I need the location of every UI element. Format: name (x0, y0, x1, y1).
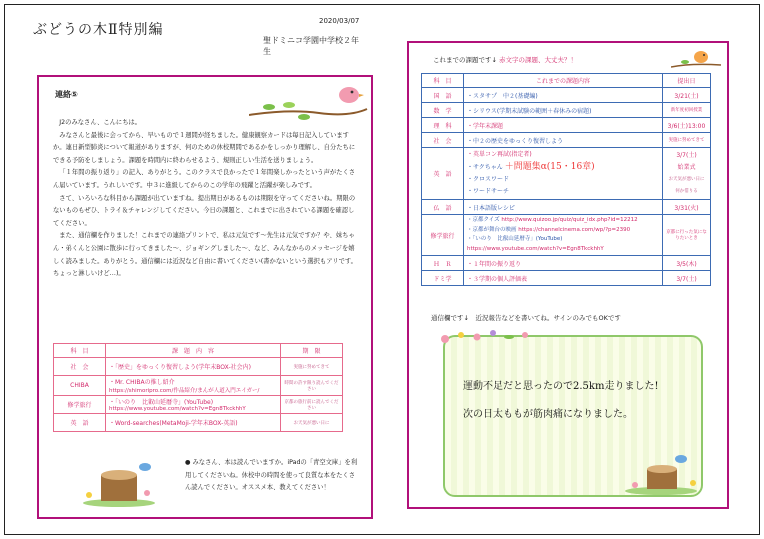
content-link[interactable]: https://channelcinema.com/wp/?p=2390 (518, 226, 631, 233)
notice-frame (37, 75, 373, 519)
content-link[interactable]: https://www.youtube.com/watch?v=Egn8TkckhhY (109, 406, 246, 412)
content-link[interactable]: https://www.youtube.com/watch?v=Egn8TkckhhY (467, 245, 604, 252)
due-item: 始業式 (677, 163, 696, 171)
content-cell (464, 148, 663, 200)
content-link[interactable]: https://shimoripro.com/作品紹介/まんが人道入門エイガー/ (109, 388, 260, 394)
table-row (422, 133, 711, 148)
content-link[interactable]: http://www.quizoo.jp/quiz/quiz_idx.php?id=12212 (501, 217, 638, 223)
due-cell (663, 148, 711, 200)
due-item: 何か借りる (675, 188, 698, 194)
content-cell: ・「歴史」をゆっくり復習しよう(学年末BOX-社会内) (106, 358, 281, 376)
table-row (54, 396, 343, 414)
previous-assignment-table (421, 73, 711, 286)
due-item: 3/7(土) (676, 151, 697, 159)
comment-label: 通信欄です↓ 近況報告などを書いてね。サインのみでもOKです (431, 314, 621, 322)
table-row (422, 88, 711, 103)
subject-cell: 修学旅行 (54, 396, 106, 414)
content-cell: ・シリウス(学期末試験の範囲＋春休みの宿題) (464, 103, 663, 118)
column-header: 課 題 内 容 (106, 344, 281, 358)
due-cell: 京都に行った気になりたいとき (663, 215, 711, 256)
school-label: 聖ドミニコ学園中学校２年生 (263, 36, 359, 56)
table-row (422, 271, 711, 286)
note-text: みなさん、本は読んでいますか。iPadの「青空文庫」を利用してくださいね。休校中の時間を使って良質な本をたくさん読んでください。オススメ本、教えてください！ (185, 459, 358, 492)
content-cell: ・スタサプ 中２(基礎編) (464, 88, 663, 103)
content-item: ・「いのり 比叡山延暦寺」(YouTube) (467, 236, 563, 242)
table-row (422, 148, 711, 200)
notice-body (53, 117, 359, 281)
handwritten-note: ＋問題集α(15・16章) (504, 162, 595, 172)
subject-cell: 修学旅行 (422, 215, 464, 256)
table-row (422, 215, 711, 256)
content-cell (106, 376, 281, 396)
due-item: お天気が悪い日に (668, 176, 705, 182)
stump-illustration (621, 449, 701, 495)
period-cell: 京都の旅行前に読んでください (281, 396, 343, 414)
paragraph: みなさんと最後に会ってから、早いもので１週間が経ちました。健康観察カードは毎日記入していますか。連日新型肺炎について報道がありますが、何のための休校期間であるかをしっかり理解し、自分たちにできる予防をしましょう。課題を時間内に終わらせるよう、規則正しい生活を送りましょう。 (53, 131, 356, 164)
assignment-intro (433, 55, 577, 64)
column-header: 科 目 (422, 74, 464, 88)
left-page (15, 13, 365, 528)
table-header-row (422, 74, 711, 88)
table-row (422, 118, 711, 133)
subject-cell: 社 会 (422, 133, 464, 148)
content-text: ・「いのり 比叡山延暦寺」(YouTube) (109, 399, 214, 406)
column-header: 期 限 (281, 344, 343, 358)
subject-cell: Ｈ Ｒ (422, 256, 464, 271)
column-header: これまでの課題内容 (464, 74, 663, 88)
paragraph: また、通信欄を作りました！これまでの連絡プリントで、私は元気です～先生は元気ですか？や、妹ちゃん・弟くんと公園に散歩に行ってきました～、ジョギングしました～、など、みんなからのメッセージを嬉しく読みました。ありがとう。通信欄には近況など自由に書いてください(書かないという選択もアリです。ちょっと淋しいけど…)。 (53, 232, 357, 278)
subject-cell: 仏 語 (422, 200, 464, 215)
subject-cell: 社 会 (54, 358, 106, 376)
page-sheet (4, 4, 760, 535)
content-cell: ・中２の歴史をゆっくり復習しよう (464, 133, 663, 148)
bird-branch-illustration (671, 47, 723, 71)
due-cell: 3/31(火) (663, 200, 711, 215)
content-text: ・Mr. CHIBAの推し紹介 (109, 379, 175, 386)
comment-box[interactable] (443, 335, 703, 497)
content-item: ・京都クイズ http://www.quizoo.jp/quiz/quiz_idx.php?id=12212 (467, 217, 638, 223)
content-cell: ・３学期の個人評価表 (464, 271, 663, 286)
subject-cell: 国 語 (422, 88, 464, 103)
bullet-icon: ● (185, 459, 193, 466)
content-cell (464, 215, 663, 256)
due-cell: 3/21(土) (663, 88, 711, 103)
notice-heading: 連絡⑤ (55, 90, 78, 99)
reading-note (185, 457, 361, 495)
content-item: ・ワードサーチ (467, 188, 510, 195)
due-cell: 3/5(木) (663, 256, 711, 271)
table-row (54, 414, 343, 432)
flower-border-icon (435, 325, 535, 355)
content-item: ・京都が舞台の映画 https://channelcinema.com/wp/?p=2390 (467, 226, 631, 233)
table-row (422, 200, 711, 215)
due-cell: 3/6(土)13:00 (663, 118, 711, 133)
table-row (54, 358, 343, 376)
column-header: 提出日 (663, 74, 711, 88)
subject-cell: 英 語 (422, 148, 464, 200)
intro-text: これまでの課題です↓ (433, 56, 497, 64)
handwritten-line: 次の日太ももが筋肉痛になりました。 (463, 409, 633, 420)
page-title: ぶどうの木Ⅱ特別編 (33, 22, 164, 38)
handwritten-line: 運動不足だと思ったので2.5km走りました! (463, 381, 659, 392)
subject-cell: 英 語 (54, 414, 106, 432)
stump-illustration (79, 455, 159, 507)
table-header-row (54, 344, 343, 358)
content-cell: ・Word-searches(MetaMoji-学年末BOX-英語) (106, 414, 281, 432)
due-cell: 実施に努めてきて (663, 133, 711, 148)
subject-cell: 理 科 (422, 118, 464, 133)
date-label: 2020/03/07 (319, 17, 360, 25)
content-item: ・サクちゃん ＋問題集α(15・16章) (467, 162, 595, 172)
period-cell: 実施に努めてきて (281, 358, 343, 376)
intro-warning: 赤文字の課題、大丈夫？！ (499, 56, 578, 64)
subject-cell: ドミ学 (422, 271, 464, 286)
table-row (422, 256, 711, 271)
table-row (422, 103, 711, 118)
content-cell (106, 396, 281, 414)
right-page (407, 41, 729, 509)
period-cell: 時間の許す限り読んでください (281, 376, 343, 396)
column-header: 科 目 (54, 344, 106, 358)
content-cell: ・日本語版レシピ (464, 200, 663, 215)
table-row (54, 376, 343, 396)
content-cell: ・学年末課題 (464, 118, 663, 133)
paragraph: J2のみなさん、こんにちは。 (59, 119, 142, 126)
content-item: ・英単コン再試(指定者) (467, 151, 532, 158)
content-item: ・クロスワード (467, 176, 510, 183)
due-cell: 新年度初回授業 (663, 103, 711, 118)
due-cell: 3/7(土) (663, 271, 711, 286)
period-cell: お天気が悪い日に (281, 414, 343, 432)
content-cell: ・１年間の振り返り (464, 256, 663, 271)
assignment-table (53, 343, 343, 432)
paragraph: さて、いろいろな科目から課題が出ていますね。提出期日があるものは期限を守ってくださいね。期限のないものもぜひ、トライ＆チャレンジしてください。今日の課題と、これまでに出されている課題を確認してください。 (53, 194, 356, 227)
subject-cell: 数 学 (422, 103, 464, 118)
paragraph: 「１年間の振り返り」の記入、ありがとう。このクラスで良かったで１年間楽しかったという声がたくさん届いています。うれしいです。中３に進級してからのこの学年の飛躍と活躍が楽しみです。 (53, 169, 356, 189)
subject-cell: CHIBA (54, 376, 106, 396)
